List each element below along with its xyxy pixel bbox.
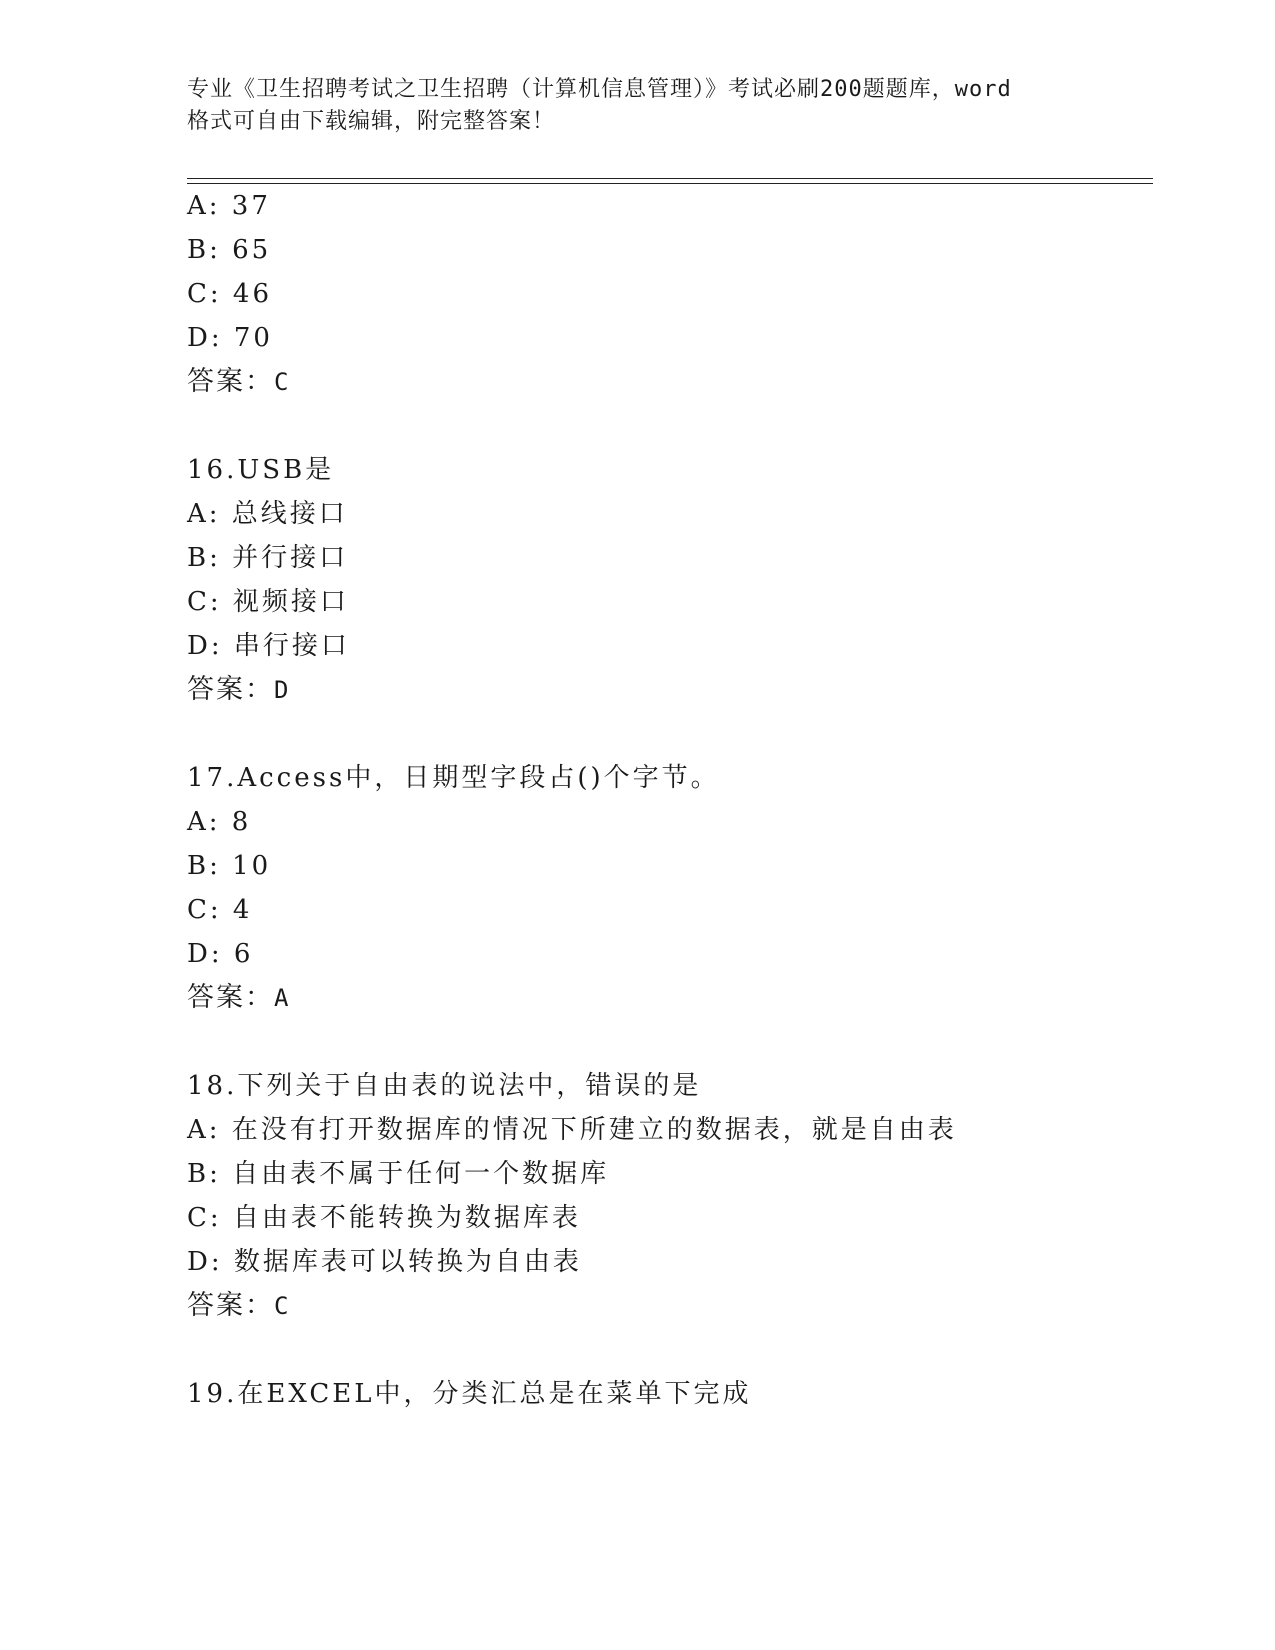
header-title-line-2: 格式可自由下载编辑，附完整答案！: [187, 109, 556, 134]
option-d: D: 数据库表可以转换为自由表: [187, 1247, 582, 1277]
answer-value: C: [274, 1292, 291, 1320]
question-text: 18.下列关于自由表的说法中，错误的是: [187, 1071, 702, 1101]
option-a: A: 8: [187, 807, 252, 837]
option-b: B: 10: [187, 851, 272, 881]
answer-line: [187, 674, 290, 706]
question-text: 17.Access中，日期型字段占()个字节。: [187, 763, 720, 793]
header-title-line-1: 专业《卫生招聘考试之卫生招聘（计算机信息管理）》考试必刷200题题库，word: [187, 77, 1012, 102]
option-c: C: 视频接口: [187, 587, 349, 617]
answer-line: [187, 982, 290, 1014]
option-c: C: 4: [187, 895, 253, 925]
answer-value: C: [274, 368, 291, 396]
question-text: 16.USB是: [187, 455, 335, 485]
option-d: D: 串行接口: [187, 631, 350, 661]
answer-value: D: [274, 676, 291, 704]
option-d: D: 6: [187, 939, 254, 969]
question-text: 19.在EXCEL中，分类汇总是在菜单下完成: [187, 1379, 752, 1409]
option-b: B: 自由表不属于任何一个数据库: [187, 1159, 610, 1189]
option-d: D: 70: [187, 323, 273, 353]
option-b: B: 65: [187, 235, 272, 265]
option-a: A: 总线接口: [187, 499, 348, 529]
option-a: A: 37: [187, 191, 271, 221]
answer-line: [187, 1290, 290, 1322]
option-c: C: 46: [187, 279, 273, 309]
answer-label: 答案：: [187, 674, 274, 705]
option-a: A: 在没有打开数据库的情况下所建立的数据表，就是自由表: [187, 1115, 957, 1145]
option-c: C: 自由表不能转换为数据库表: [187, 1203, 581, 1233]
answer-value: A: [274, 984, 291, 1012]
answer-label: 答案：: [187, 982, 274, 1013]
header-divider-bottom: [187, 183, 1153, 184]
answer-label: 答案：: [187, 366, 274, 397]
option-b: B: 并行接口: [187, 543, 349, 573]
answer-line: [187, 366, 290, 398]
header-divider-top: [187, 178, 1153, 179]
answer-label: 答案：: [187, 1290, 274, 1321]
document-header: [187, 74, 1087, 138]
